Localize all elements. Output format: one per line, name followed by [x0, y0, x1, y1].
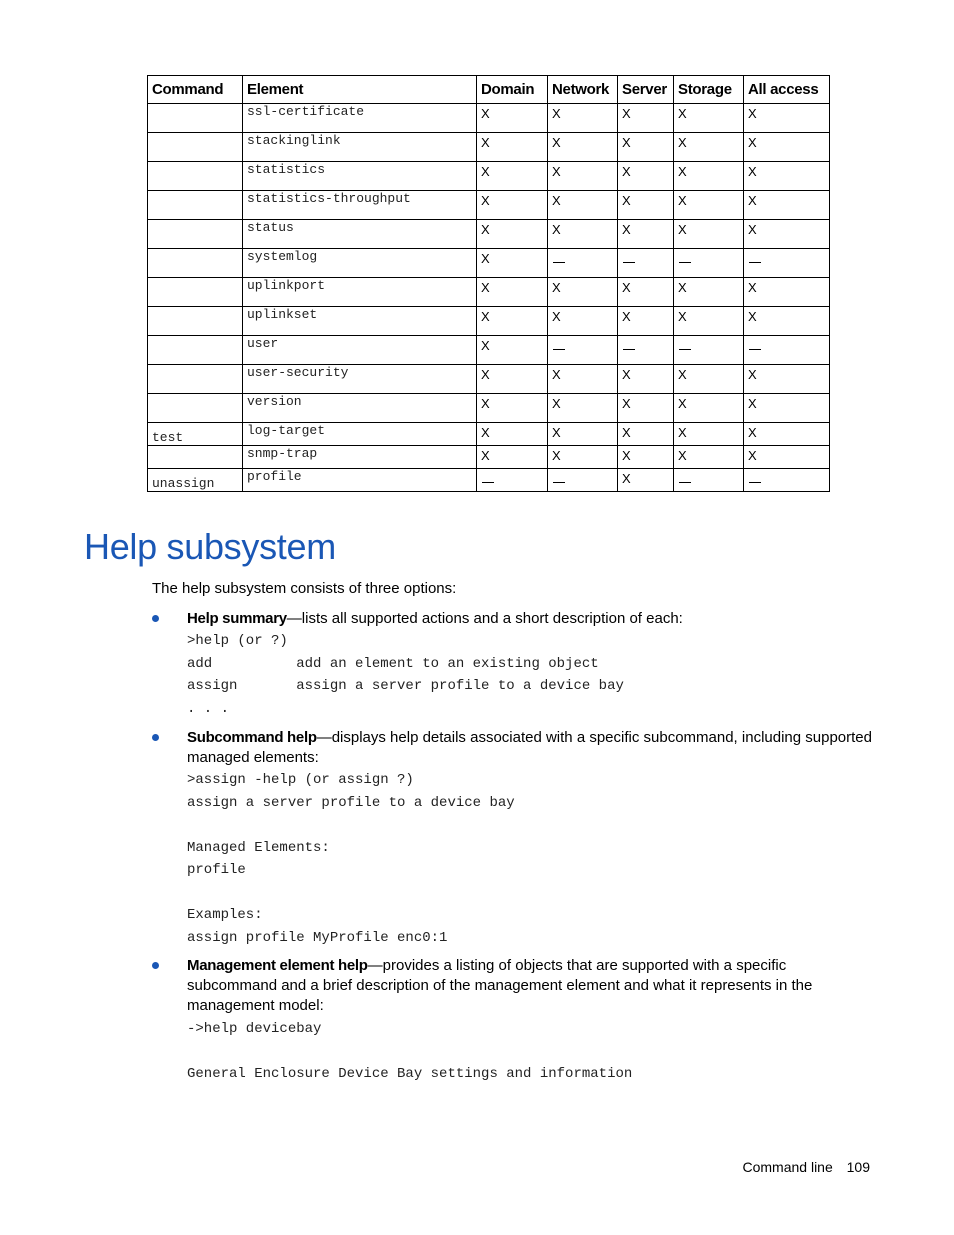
- dash-mark: [553, 262, 565, 263]
- code-subcommand-help: >assign -help (or assign ?) assign a server profile to a device bay Managed Elements: profile Examples: assign profile MyProfile enc0:1: [187, 772, 515, 946]
- table-row: [148, 336, 830, 365]
- header-domain: Domain: [477, 76, 548, 104]
- bullet-desc: —displays help details associated with a specific subcommand, including supported managed elements:: [187, 729, 872, 766]
- cell-value: X: [477, 423, 548, 446]
- dash-mark: [679, 262, 691, 263]
- bullet-desc: —provides a listing of objects that are supported with a specific subcommand and a brief description of the management element and what it represents in the management model:: [187, 957, 813, 1014]
- cell-value: X: [744, 365, 830, 394]
- bullet-desc: —lists all supported actions and a short description of each:: [286, 610, 683, 627]
- cell-element: version: [243, 394, 477, 423]
- cell-value: X: [477, 394, 548, 423]
- cell-value: X: [744, 104, 830, 133]
- cell-value: X: [674, 278, 744, 307]
- bullet-icon: [152, 615, 159, 622]
- cell-element: status: [243, 220, 477, 249]
- cell-value: X: [477, 446, 548, 469]
- cell-value: X: [674, 365, 744, 394]
- cell-value: X: [477, 191, 548, 220]
- cell-value: X: [548, 307, 618, 336]
- bullet-term: Subcommand help: [187, 729, 317, 746]
- cell-dash: [674, 249, 744, 278]
- table-row: [148, 394, 830, 423]
- cell-value: X: [548, 278, 618, 307]
- cell-command: [148, 162, 243, 191]
- cell-dash: [477, 469, 548, 492]
- bullet-help-summary: [152, 609, 872, 629]
- table-row: [148, 191, 830, 220]
- cell-value: X: [548, 133, 618, 162]
- bullet-management-element-help: [152, 956, 872, 1016]
- header-command: Command: [148, 76, 243, 104]
- header-network: Network: [548, 76, 618, 104]
- cell-element: ssl-certificate: [243, 104, 477, 133]
- cell-command: [148, 220, 243, 249]
- cell-dash: [618, 336, 674, 365]
- cell-value: X: [674, 104, 744, 133]
- cell-value: X: [548, 191, 618, 220]
- cell-element: snmp-trap: [243, 446, 477, 469]
- table-row: [148, 278, 830, 307]
- dash-mark: [553, 349, 565, 350]
- cell-command: [148, 133, 243, 162]
- table-row: [148, 307, 830, 336]
- dash-mark: [749, 482, 761, 483]
- cell-element: log-target: [243, 423, 477, 446]
- cell-value: X: [477, 162, 548, 191]
- cell-command: [148, 191, 243, 220]
- cell-dash: [744, 469, 830, 492]
- cell-value: X: [744, 133, 830, 162]
- table-row: [148, 249, 830, 278]
- cell-command: test: [148, 423, 243, 446]
- cell-command: [148, 307, 243, 336]
- cell-value: X: [477, 278, 548, 307]
- cell-value: X: [618, 104, 674, 133]
- dash-mark: [553, 482, 565, 483]
- cell-command: [148, 249, 243, 278]
- cell-command: [148, 394, 243, 423]
- cell-value: X: [618, 394, 674, 423]
- cell-value: X: [744, 446, 830, 469]
- cell-value: X: [477, 336, 548, 365]
- dash-mark: [623, 349, 635, 350]
- cell-value: X: [477, 307, 548, 336]
- cell-dash: [744, 336, 830, 365]
- table-row: [148, 423, 830, 446]
- cell-value: X: [548, 104, 618, 133]
- cell-dash: [674, 469, 744, 492]
- cell-value: X: [548, 365, 618, 394]
- cell-value: X: [618, 469, 674, 492]
- cell-value: X: [477, 104, 548, 133]
- header-server: Server: [618, 76, 674, 104]
- cell-value: X: [618, 191, 674, 220]
- cell-element: statistics-throughput: [243, 191, 477, 220]
- cell-value: X: [548, 220, 618, 249]
- cell-command: [148, 365, 243, 394]
- table-row: [148, 469, 830, 492]
- cell-element: stackinglink: [243, 133, 477, 162]
- cell-element: uplinkport: [243, 278, 477, 307]
- cell-command: [148, 336, 243, 365]
- cell-value: X: [674, 162, 744, 191]
- cell-dash: [548, 249, 618, 278]
- cell-value: X: [618, 365, 674, 394]
- cell-value: X: [548, 394, 618, 423]
- cell-value: X: [674, 191, 744, 220]
- dash-mark: [679, 349, 691, 350]
- cell-value: X: [674, 423, 744, 446]
- cell-value: X: [744, 278, 830, 307]
- cell-command: [148, 278, 243, 307]
- cell-dash: [674, 336, 744, 365]
- cell-dash: [548, 336, 618, 365]
- cell-value: X: [618, 162, 674, 191]
- cell-value: X: [548, 162, 618, 191]
- cell-command: unassign: [148, 469, 243, 492]
- bullet-term: Help summary: [187, 610, 287, 627]
- page-footer: [742, 1159, 870, 1175]
- cell-element: profile: [243, 469, 477, 492]
- cell-value: X: [744, 191, 830, 220]
- permissions-table: [147, 75, 830, 492]
- cell-value: X: [477, 249, 548, 278]
- cell-value: X: [744, 162, 830, 191]
- table-header-row: [148, 76, 830, 104]
- cell-value: X: [674, 307, 744, 336]
- table-row: [148, 104, 830, 133]
- cell-value: X: [477, 365, 548, 394]
- cell-dash: [548, 469, 618, 492]
- table-row: [148, 220, 830, 249]
- dash-mark: [623, 262, 635, 263]
- table-row: [148, 446, 830, 469]
- cell-element: uplinkset: [243, 307, 477, 336]
- dash-mark: [749, 349, 761, 350]
- section-intro: The help subsystem consists of three options:: [152, 580, 457, 597]
- cell-element: user-security: [243, 365, 477, 394]
- table-row: [148, 365, 830, 394]
- cell-value: X: [477, 133, 548, 162]
- cell-value: X: [674, 446, 744, 469]
- dash-mark: [482, 482, 494, 483]
- cell-value: X: [477, 220, 548, 249]
- cell-value: X: [618, 446, 674, 469]
- dash-mark: [679, 482, 691, 483]
- cell-value: X: [744, 423, 830, 446]
- cell-value: X: [618, 278, 674, 307]
- cell-value: X: [618, 423, 674, 446]
- dash-mark: [749, 262, 761, 263]
- header-all-access: All access: [744, 76, 830, 104]
- table-row: [148, 162, 830, 191]
- cell-value: X: [674, 394, 744, 423]
- cell-value: X: [548, 446, 618, 469]
- cell-value: X: [674, 133, 744, 162]
- page-number: 109: [846, 1159, 870, 1175]
- bullet-icon: [152, 734, 159, 741]
- bullet-icon: [152, 962, 159, 969]
- header-storage: Storage: [674, 76, 744, 104]
- table-row: [148, 133, 830, 162]
- cell-value: X: [618, 220, 674, 249]
- code-management-element-help: ->help devicebay General Enclosure Device Bay settings and information: [187, 1021, 633, 1082]
- section-title: Help subsystem: [84, 526, 336, 567]
- cell-dash: [618, 249, 674, 278]
- cell-value: X: [548, 423, 618, 446]
- cell-value: X: [744, 307, 830, 336]
- cell-element: systemlog: [243, 249, 477, 278]
- code-help-summary: >help (or ?) add add an element to an existing object assign assign a server profile to a device bay . . .: [187, 633, 624, 717]
- cell-dash: [744, 249, 830, 278]
- cell-value: X: [618, 307, 674, 336]
- cell-element: statistics: [243, 162, 477, 191]
- cell-value: X: [744, 220, 830, 249]
- footer-section: Command line: [742, 1159, 833, 1175]
- bullet-term: Management element help: [187, 957, 368, 974]
- cell-element: user: [243, 336, 477, 365]
- cell-command: [148, 446, 243, 469]
- bullet-subcommand-help: [152, 728, 872, 768]
- header-element: Element: [243, 76, 477, 104]
- cell-command: [148, 104, 243, 133]
- cell-value: X: [618, 133, 674, 162]
- cell-value: X: [674, 220, 744, 249]
- cell-value: X: [744, 394, 830, 423]
